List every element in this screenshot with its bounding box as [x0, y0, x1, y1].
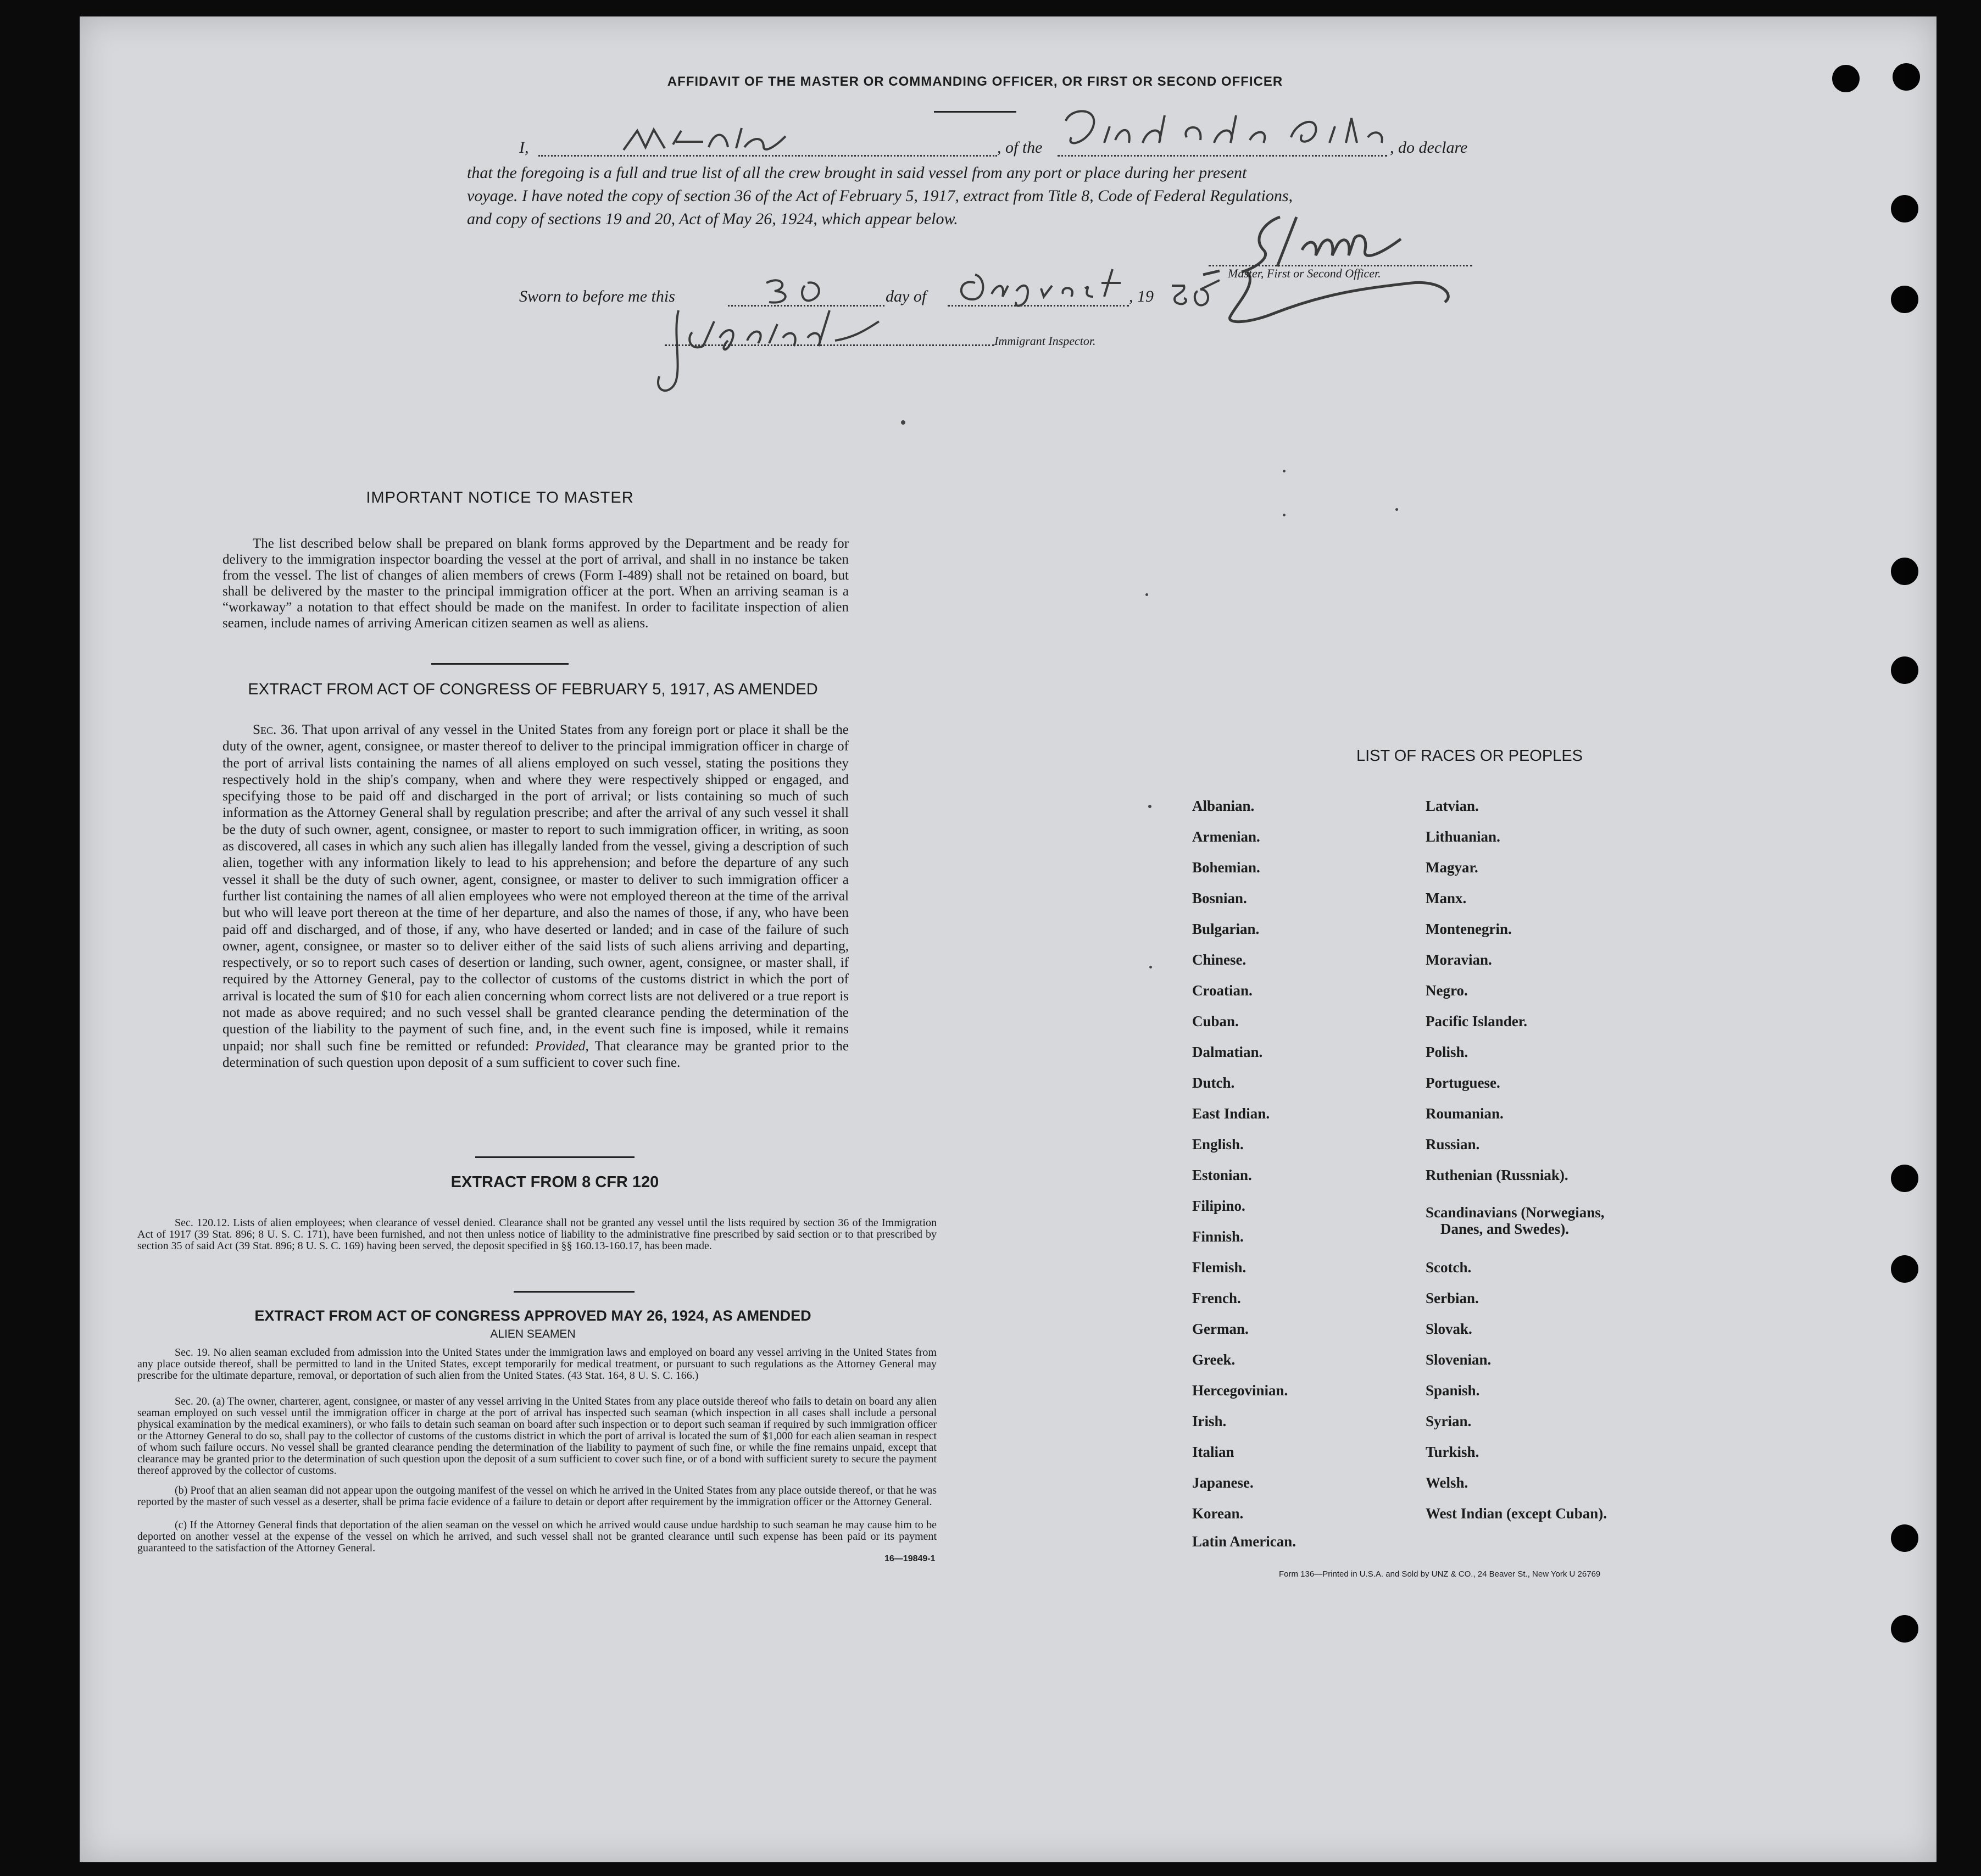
extract-cfr-divider [514, 1291, 635, 1293]
punch-hole [1891, 1524, 1918, 1552]
vessel-name-handwriting [1060, 104, 1390, 159]
speck [1148, 805, 1151, 808]
inspector-caption: Immigrant Inspector. [994, 334, 1096, 348]
punch-hole [1891, 195, 1918, 222]
race-roumanian: Roumanian. [1426, 1105, 1504, 1122]
sec-19: Sec. 19. No alien seaman excluded from admission into the United States under the immigration laws and employed on board any vessel arriving in the United States from any place outside thereof, shall be permitted to land in the United States, except temporarily for medical treatment, or pursuant to such regulations as the Attorney General may prescribe for the ultimate departure, removal, or deportation of such alien from the United States. (43 Stat. 164, 8 U. S. C. 166.) [137, 1346, 937, 1382]
race-slovak: Slovak. [1426, 1321, 1472, 1337]
notice-title: IMPORTANT NOTICE TO MASTER [366, 489, 634, 506]
extract-1917-title: EXTRACT FROM ACT OF CONGRESS OF FEBRUARY 5, 1917, AS AMENDED [248, 681, 818, 698]
race-irish: Irish. [1192, 1413, 1227, 1429]
affidavit-line-2: voyage. I have noted the copy of section 36 of the Act of February 5, 1917, extract from Title 8, Code of Federal Regulations, [467, 187, 1293, 205]
extract-1917-divider [475, 1156, 635, 1158]
extract-1924-subtitle: ALIEN SEAMEN [490, 1328, 576, 1340]
race-flemish: Flemish. [1192, 1259, 1247, 1276]
race-italian: Italian [1192, 1444, 1234, 1460]
speck [1149, 966, 1152, 968]
race-east-indian: East Indian. [1192, 1105, 1270, 1122]
punch-hole [1891, 1165, 1918, 1192]
race-scandinavians: Scandinavians (Norwegians, [1426, 1204, 1605, 1221]
punch-hole [1832, 65, 1860, 92]
inspector-line [665, 344, 994, 346]
race-bosnian: Bosnian. [1192, 890, 1247, 906]
race-ruthenian: Ruthenian (Russniak). [1426, 1167, 1568, 1183]
race-cuban: Cuban. [1192, 1013, 1239, 1029]
race-slovenian: Slovenian. [1426, 1351, 1492, 1368]
race-scotch: Scotch. [1426, 1259, 1472, 1276]
do-declare-label: , do declare [1390, 138, 1468, 157]
race-bohemian: Bohemian. [1192, 859, 1260, 876]
affidavit-i-label: I, [519, 138, 529, 157]
sec-20b: (b) Proof that an alien seaman did not appear upon the outgoing manifest of the vessel on which he arrived in the United States from any place outside thereof, or that he was reported by the master of such vessel as a deserter, shall be prima facie evidence of a failure to detain or deport after requirement by the immigration officer or the Attorney General. [137, 1484, 937, 1508]
race-croatian: Croatian. [1192, 982, 1253, 999]
race-welsh: Welsh. [1426, 1474, 1468, 1491]
punch-hole [1891, 286, 1918, 313]
affidavit-line-1: that the foregoing is a full and true list of all the crew brought in said vessel from any port or place during her present [467, 164, 1247, 182]
races-title: LIST OF RACES OR PEOPLES [1356, 747, 1583, 765]
race-syrian: Syrian. [1426, 1413, 1472, 1429]
race-hercegovinian: Hercegovinian. [1192, 1382, 1288, 1399]
speck [1283, 514, 1286, 516]
race-spanish: Spanish. [1426, 1382, 1480, 1399]
extract-1924-title: EXTRACT FROM ACT OF CONGRESS APPROVED MAY 26, 1924, AS AMENDED [254, 1307, 811, 1324]
race-montenegrin: Montenegrin. [1426, 921, 1512, 937]
punch-hole [1893, 63, 1920, 91]
race-estonian: Estonian. [1192, 1167, 1252, 1183]
race-german: German. [1192, 1321, 1249, 1337]
race-pacific-islander: Pacific Islander. [1426, 1013, 1527, 1029]
race-magyar: Magyar. [1426, 859, 1478, 876]
race-lithuanian: Lithuanian. [1426, 828, 1500, 845]
race-manx: Manx. [1426, 890, 1467, 906]
race-negro: Negro. [1426, 982, 1468, 999]
speck [1395, 508, 1398, 511]
race-chinese: Chinese. [1192, 951, 1247, 968]
race-portuguese: Portuguese. [1426, 1075, 1500, 1091]
race-west-indian: West Indian (except Cuban). [1426, 1505, 1607, 1522]
race-armenian: Armenian. [1192, 828, 1260, 845]
punch-hole [1891, 1615, 1918, 1643]
sec-20c: (c) If the Attorney General finds that deportation of the alien seaman on the vessel on which he arrived would cause undue hardship to such seaman he may cause him to be deported on another vessel at the expense of the vessel on which he arrived, and such vessel shall not be granted clearance until such expense has been paid or its payment guaranteed to the satisfaction of the Attorney General. [137, 1519, 937, 1554]
extract-cfr-title: EXTRACT FROM 8 CFR 120 [450, 1173, 659, 1191]
speck [901, 420, 905, 425]
race-polish: Polish. [1426, 1044, 1468, 1060]
printer-footer: Form 136—Printed in U.S.A. and Sold by UNZ & CO., 24 Beaver St., New York U 26769 [1279, 1569, 1601, 1579]
race-albanian: Albanian. [1192, 798, 1255, 814]
of-the-label: , of the [997, 138, 1043, 157]
race-dutch: Dutch. [1192, 1075, 1235, 1091]
notice-body: The list described below shall be prepared on blank forms approved by the Department and be ready for delivery to the immigration inspector boarding the vessel at the port of arrival, and shall in no instance be taken from the vessel. The list of changes of alien members of crews (Form I-489) shall not be retained on board, but shall be delivered by the master to the principal immigration officer at the port. When an arriving seaman is a “workaway” a notation to that effect should be made on the manifest. In order to facilitate inspection of alien seamen, include names of arriving American citizen seamen as well as aliens. [222, 536, 849, 631]
inspector-signature [643, 299, 884, 404]
race-finnish: Finnish. [1192, 1228, 1244, 1245]
sworn-year-handwriting [1167, 277, 1228, 310]
extract-1917-body [222, 722, 849, 1071]
race-latvian: Latvian. [1426, 798, 1479, 814]
master-caption: Master, First or Second Officer. [1228, 266, 1381, 280]
race-japanese: Japanese. [1192, 1474, 1254, 1491]
sec-36-text: That upon arrival of any vessel in the United States from any foreign port or place it shall be the duty of the owner, agent, consignee, or master thereof to deliver to the principal immigration officer in charge of the port of arrival lists containing the names of all aliens employed on such vessel, stating the positions they respectively hold in the ship's company, when and where they were respectively shipped or engaged, and specifying those to be paid off and discharged in the port of arrival; or lists containing so much of such information as the Attorney General shall by regulation prescribe; and after the arrival of any such vessel it shall be the duty of such owner, agent, consignee, or master to report to such immigration officer, in writing, as soon as discovered, all cases in which any such alien has illegally landed from the vessel, giving a description of such alien, together with any information likely to lead to his apprehension; and before the departure of any such vessel it shall be the duty of such owner, agent, consignee, or master to deliver to such immigration officer a further list containing the names of all alien employees who were not employed thereon at the time of the arrival but who will leave port thereon at the time of her departure, and also the names of those, if any, who have been paid off and discharged, and of those, if any, who have deserted or landed; and in case of the failure of such owner, agent, consignee, or master so to deliver either of the said lists of such aliens arriving and departing, respectively, or so to report such cases of desertion or landing, such owner, agent, consignee, or master shall, if required by the Attorney General, pay to the collector of customs of the customs district in which the port of arrival is located the sum of $10 for each alien concerning whom correct lists are not delivered or a true report is not made as above required; and no such vessel shall be granted clearance pending the determination of the question of the liability to the payment of such fine, and, in the event such fine is imposed, while it remains unpaid; nor shall such fine be remitted or refunded: [222, 722, 849, 1054]
speck [1145, 593, 1148, 596]
punch-hole [1891, 558, 1918, 585]
race-filipino: Filipino. [1192, 1198, 1245, 1214]
affidavit-title: AFFIDAVIT OF THE MASTER OR COMMANDING OFFICER, OR FIRST OR SECOND OFFICER [667, 74, 1283, 89]
sec-36-end: That clearance may be granted prior to the determination of such question upon deposit of a sum sufficient to cover such fine. [222, 1038, 849, 1070]
race-latin-american: Latin American. [1192, 1533, 1296, 1550]
punch-hole [1891, 656, 1918, 684]
extract-cfr-body: Sec. 120.12. Lists of alien employees; when clearance of vessel denied. Clearance shall not be granted any vessel until the lists required by section 36 of the Immigration Act of 1917 (39 Stat. 896; 8 U. S. C. 171), have been furnished, and not then unless notice of liability to the administrative fine prescribed by said section or to that prescribed by section 35 of said Act (39 Stat. 896; 8 U. S. C. 169) having been served, the deposit specified in §§ 160.13-160.17, has been made. [137, 1217, 937, 1252]
sec-36-label: Sec. 36. [253, 722, 298, 737]
race-russian: Russian. [1426, 1136, 1480, 1153]
notice-divider [431, 663, 569, 665]
year-prefix: , 19 [1129, 287, 1154, 305]
sworn-month-handwriting [953, 261, 1134, 310]
race-greek: Greek. [1192, 1351, 1236, 1368]
title-rule [934, 111, 1016, 113]
master-name-handwriting [621, 120, 802, 161]
race-english: English. [1192, 1136, 1244, 1153]
punch-hole [1891, 1255, 1918, 1283]
sworn-label: Sworn to before me this [519, 287, 675, 305]
race-french: French. [1192, 1290, 1241, 1306]
race-serbian: Serbian. [1426, 1290, 1479, 1306]
day-of-label: day of [886, 287, 927, 305]
speck [1283, 470, 1286, 472]
race-dalmatian: Dalmatian. [1192, 1044, 1263, 1060]
affidavit-line-3: and copy of sections 19 and 20, Act of May 26, 1924, which appear below. [467, 210, 958, 228]
form-code: 16—19849-1 [884, 1554, 936, 1563]
race-bulgarian: Bulgarian. [1192, 921, 1260, 937]
sec-20a: Sec. 20. (a) The owner, charterer, agent, consignee, or master of any vessel arriving in the United States from any place outside thereof who fails to detain on board any alien seaman employed on such vessel until the immigration officer in charge at the port of arrival has inspected such seaman (which inspection in all cases shall include a personal physical examination by the medical examiners), or who fails to detain such seaman on board after such inspection or to deport such seaman if required by such immigration officer or the Attorney General to do so, shall pay to the collector of customs of the customs district in which the port of arrival is located the sum of $1,000 for each alien seaman in respect of whom such failure occurs. No vessel shall be granted clearance pending the determination of the liability to payment of such fine, or while the fine remains unpaid, except that clearance may be granted prior to the determination of such question upon the deposit of a sum sufficient to cover such fine, or of a bond with sufficient surety to secure the payment thereof approved by the collector of customs. [137, 1395, 937, 1477]
race-moravian: Moravian. [1426, 951, 1492, 968]
race-scandinavians-cont: Danes, and Swedes). [1440, 1221, 1570, 1237]
race-korean: Korean. [1192, 1505, 1244, 1522]
provided-word: Provided, [535, 1038, 589, 1054]
race-turkish: Turkish. [1426, 1444, 1479, 1460]
